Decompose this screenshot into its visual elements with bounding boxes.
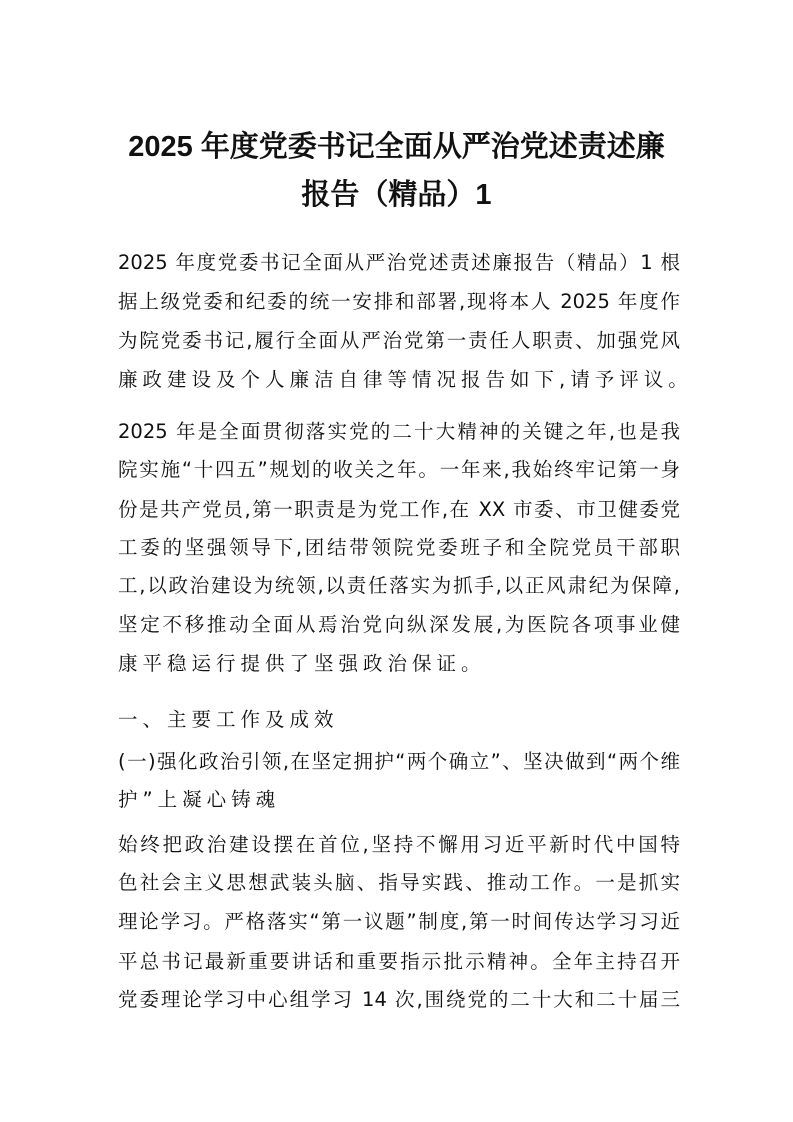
paragraph-line: (一)强化政治引领,在坚定拥护“两个确立”、坚决做到“两个维 [118,750,680,773]
paragraph-line: 坚定不移推动全面从焉治党向纵深发展,为医院各项事业健 [118,613,680,636]
paragraph-line: 平总书记最新重要讲话和重要指示批示精神。全年主持召开 [118,950,680,973]
paragraph-line: 色社会主义思想武装头脑、指导实践、推动工作。一是抓实 [118,871,680,894]
paragraph-line: 院实施“十四五”规划的收关之年。一年来,我始终牢记第一身 [118,458,680,481]
paragraph-line: 康平稳运行提供了坚强政治保证。 [118,652,486,675]
paragraph-line: 廉政建设及个人廉洁自律等情况报告如下,请予评议。 [118,368,693,391]
paragraph-line: 工,以政治建设为统领,以责任落实为抓手,以正风肃纪为保障, [118,574,680,597]
paragraph-line: 2025 年度党委书记全面从严治党述责述廉报告（精品）1 根 [118,251,680,274]
document-title-line-2: 报告（精品）1 [301,179,492,211]
paragraph-line: 一、主要工作及成效 [118,708,339,731]
paragraph-line: 护”上凝心铸魂 [118,788,281,811]
paragraph-line: 为院党委书记,履行全面从严治党第一责任人职责、加强党风 [118,329,680,352]
paragraph-line: 理论学习。严格落实“第一议题”制度,第一时间传达学习习近 [118,910,680,933]
paragraph-line: 份是共产党员,第一职责是为党工作,在 XX 市委、市卫健委党 [118,498,680,521]
paragraph-line: 2025 年是全面贯彻落实党的二十大精神的关键之年,也是我 [118,420,680,443]
paragraph-line: 工委的坚强领导下,团结带领院党委班子和全院党员干部职 [118,536,680,559]
document-title-line-1: 2025 年度党委书记全面从严治党述责述廉 [128,131,665,163]
paragraph-line: 据上级党委和纪委的统一安排和部署,现将本人 2025 年度作 [118,290,680,313]
paragraph-line: 始终把政治建设摆在首位,坚持不懈用习近平新时代中国特 [118,833,680,856]
paragraph-line: 党委理论学习中心组学习 14 次,围绕党的二十大和二十届三 [118,988,680,1011]
